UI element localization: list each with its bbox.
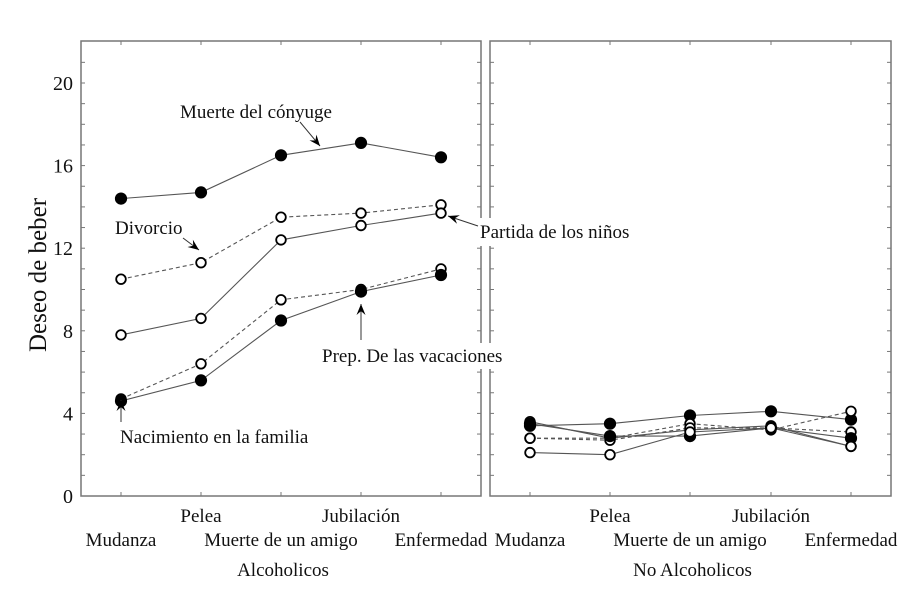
data-point-filled: [196, 187, 206, 197]
data-point-open: [116, 274, 126, 284]
annotation-label: Nacimiento en la familia: [120, 427, 309, 448]
annotation-label: Prep. De las vacaciones: [322, 346, 503, 367]
x-category-label: Pelea: [589, 506, 631, 527]
data-point-filled: [436, 270, 446, 280]
data-point-open: [196, 258, 206, 268]
x-category-label: Muerte de un amigo: [204, 530, 358, 551]
x-category-label: Enfermedad: [394, 530, 488, 551]
data-point-open: [436, 208, 446, 218]
data-point-filled: [276, 315, 286, 325]
x-category-label: Muerte de un amigo: [613, 530, 767, 551]
data-point-filled: [525, 419, 535, 429]
annotation-label: Muerte del cónyuge: [180, 102, 332, 123]
y-tick-label: 0: [63, 486, 73, 508]
data-point-open: [525, 448, 535, 458]
data-point-filled: [766, 406, 776, 416]
x-category-label: Mudanza: [494, 530, 566, 551]
x-category-label: Jubilación: [321, 506, 401, 527]
data-point-open: [525, 433, 535, 443]
data-point-open: [846, 407, 856, 417]
series-line: [121, 275, 441, 401]
y-tick-label: 8: [63, 320, 73, 343]
x-category-label: Jubilación: [731, 506, 811, 527]
x-category-label: Mudanza: [85, 530, 157, 551]
y-axis-label: Deseo de beber: [25, 197, 52, 353]
series-line: [121, 269, 441, 399]
x-category-label: Enfermedad: [804, 530, 898, 551]
y-tick-label: 4: [63, 403, 73, 426]
data-series: [116, 138, 856, 460]
annotation-label: Partida de los niños: [480, 222, 630, 243]
data-point-filled: [356, 286, 366, 296]
axis-labels: [25, 73, 898, 581]
data-point-open: [685, 427, 695, 437]
data-point-filled: [116, 193, 126, 203]
data-point-open: [276, 212, 286, 222]
y-tick-label: 16: [53, 155, 73, 178]
data-point-open: [605, 450, 615, 460]
panel-xlabel: Alcoholicos: [237, 560, 329, 581]
data-point-open: [356, 221, 366, 231]
data-point-open: [276, 235, 286, 245]
data-point-open: [196, 314, 206, 324]
data-point-open: [846, 442, 856, 452]
data-point-open: [766, 423, 776, 433]
data-point-open: [356, 208, 366, 218]
annotation-label: Divorcio: [115, 218, 183, 239]
y-tick-label: 12: [53, 238, 73, 261]
panel-xlabel: No Alcoholicos: [633, 560, 752, 581]
data-point-open: [276, 295, 286, 305]
annotations: [115, 102, 651, 448]
x-category-label: Pelea: [180, 506, 222, 527]
data-point-filled: [196, 375, 206, 385]
data-point-filled: [276, 150, 286, 160]
data-point-filled: [605, 419, 615, 429]
data-point-open: [196, 359, 206, 369]
data-point-filled: [356, 138, 366, 148]
data-point-open: [116, 330, 126, 340]
data-point-filled: [605, 431, 615, 441]
y-tick-label: 20: [53, 73, 73, 95]
data-point-filled: [436, 152, 446, 162]
